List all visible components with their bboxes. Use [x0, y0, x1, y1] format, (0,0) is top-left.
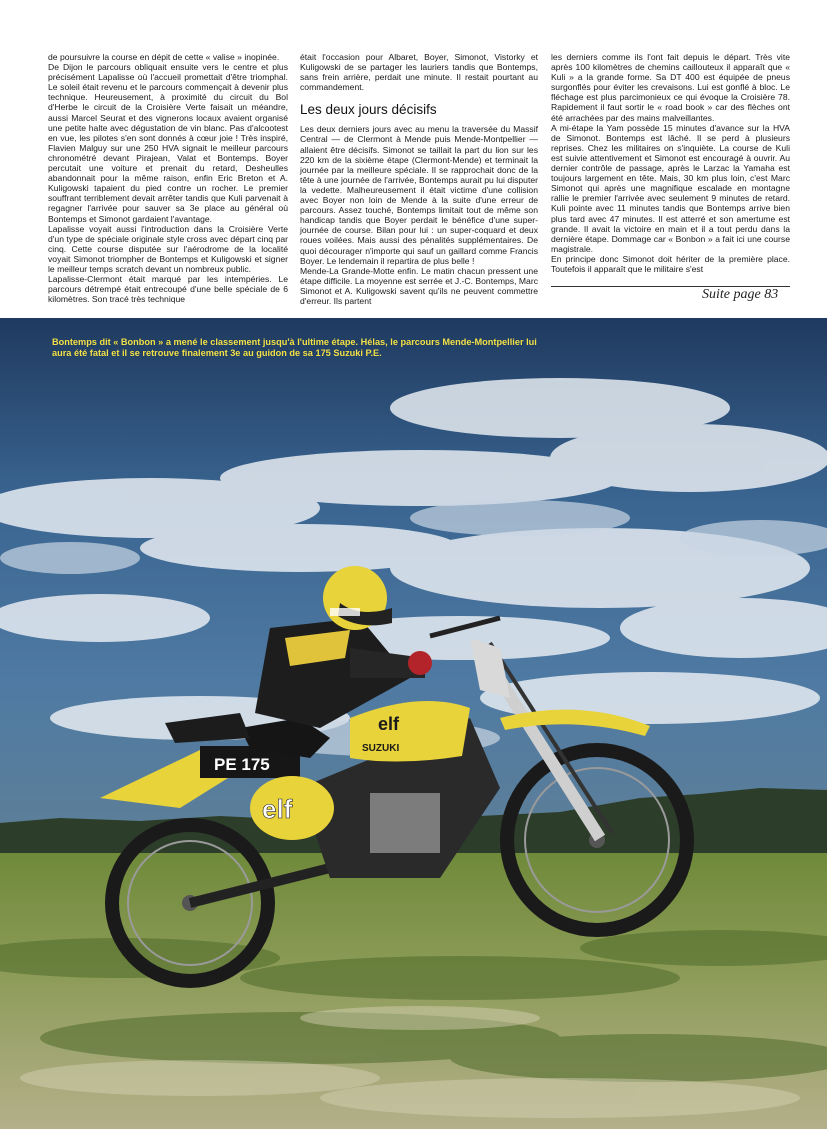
article-column-2 [300, 52, 538, 306]
paragraph: Les deux derniers jours avec au menu la traversée du Massif Central — de Clermont à Mende puis Mende-Montpellier — allaient être décisifs. Simonot se taillait la part du lion sur les 220 km de la sixième étape (Clermont-Mende) et terminait la journée par la meilleure spéciale. Il se rapprochait donc de la tête à une journée de l'arrivée, Bontemps aurait pu lui disputer la vedette. Malheureusement il était victime d'une collision avec Boyer non loin de Mende à la suite d'une erreur de parcours. Assez touché, Bontemps limitait tout de même son handicap tandis que Boyer perdait le bénéfice d'une super-journée de course. Bilan pour lui : un super-coquard et deux roues voilées. Mais aussi des pénalités supplémentaires. De quoi décourager n'importe qui sauf un gaillard comme Francis Boyer. Le lendemain il repartira de plus belle ! [300, 124, 538, 266]
paragraph: En principe donc Simonot doit hériter de la première place. Toutefois il apparaît que le militaire s'est [551, 253, 790, 274]
article-column-3 [551, 52, 790, 274]
paragraph: Mende-La Grande-Motte enfin. Le matin chacun pressent une étape difficile. La moyenne est serrée et J.-C. Bontemps, Marc Simonot et A. Kuligowski savent qu'ils ne peuvent commettre d'erreur. Ils partent [300, 265, 538, 306]
article-column-1 [48, 52, 288, 304]
continued-on-page: Suite page 83 [702, 287, 779, 302]
paragraph: les derniers comme ils l'ont fait depuis le départ. Très vite après 100 kilomètres de chemins caillouteux il apparaît que « Kuli » a la grande forme. Sa DT 400 est équipée de pneus surgonflés pour éviter les crevaisons. Lui est gonflé à bloc. Le fléchage est plus parcimonieux ce qui évoque la Croisière 78. Rapidement il faut sortir le « road book » car des flèches ont été arrachées par des mains malveillantes. [551, 52, 790, 123]
section-heading: Les deux jours décisifs [300, 102, 437, 118]
number-plate-text: PE 175 [214, 755, 270, 774]
motorcycle-photo [0, 318, 827, 1129]
paragraph: Lapalisse-Clermont était marqué par les intempéries. Le parcours détrempé était entrecoupé d'une belle spéciale de 6 kilomètres. Son tracé très technique [48, 274, 288, 305]
paragraph: A mi-étape la Yam possède 15 minutes d'avance sur la HVA de Simonot. Bontemps est lâché. Il se perd à plusieurs reprises. Chez les militaires on s'inquiète. La course de Kuli est suivie attentivement et Simonot est encouragé à ouvrir. Au dernier contrôle de passage, après le Larzac la Yamaha est toujours largement en tête. Mais, 30 km plus loin, c'est Marc Simonot qui après une magnifique escalade en montagne rallie le premier l'arrivée avec seulement 9 minutes de retard. Kuli pointe avec 11 minutes tandis que Bontemps arrive bien plus tard avec 47 minutes. Il est atterré et son amertume est grande. Il avait la victoire en main et il a tout perdu dans la dernière étape. Dommage car « Bonbon » a fait ici une course magistrale. [551, 122, 790, 254]
paragraph: de poursuivre la course en dépit de cette « valise » inopinée. [48, 52, 280, 62]
photo-caption: Bontemps dit « Bonbon » a mené le classement jusqu'à l'ultime étape. Hélas, le parcours Mende-Montpellier lui aura été fatal et il se retrouve finalement 3e au guidon de sa 175 Suzuki P.E. [52, 337, 537, 358]
tank-brand: SUZUKI [362, 743, 400, 754]
paragraph: était l'occasion pour Albaret, Boyer, Simonot, Vistorky et Kuligowski de se partager les lauriers tandis que Bontemps, sans frein arrière, perdait une minute. Il restait pourtant au commandement. [300, 52, 538, 93]
paragraph: Lapalisse voyait aussi l'introduction dans la Croisière Verte d'un type de spéciale originale style cross avec départ cinq par cinq. Cette course disputée sur l'aérodrome de la localité voyait Simonot triompher de Bontemps et Kuligowski et signer le meilleur temps scratch devant un nombreux public. [48, 223, 288, 274]
airbox-logo: elf [262, 794, 293, 824]
tank-logo: elf [378, 714, 400, 734]
paragraph: De Dijon le parcours obliquait ensuite vers le centre et plus précisément Lapalisse où l'accueil promettait d'être triomphal. Le soleil était revenu et le parcours commençait à devenir plus technique. Heureusement, à proximité du circuit du Bol d'Herbe le circuit de la Croisière Verte faisait un méandre, aussi Marcel Seurat et des vignerons locaux avaient organisé une petite halte avec dégustation de vin blanc. Pas d'alcootest en vue, les pilotes s'en sont donnés à cœur joie ! Très inspiré, Flavien Malguy sur une 250 HVA signait le meilleur parcours chronométré devant Pirajean, Valat et Bontemps. Boyer percutait une voiture et prenait du retard, Desheulles abandonnait pour la même raison, enfin Eric Breton et A. Kuligowski tapaient du pied contre un rocher. Le premier souffrant terriblement devait arrêter tandis que Kuli parvenait à regagner l'arrivée pour sauver sa 3e place au général où Bontemps et Simonot gardaient l'avantage. [48, 62, 288, 224]
